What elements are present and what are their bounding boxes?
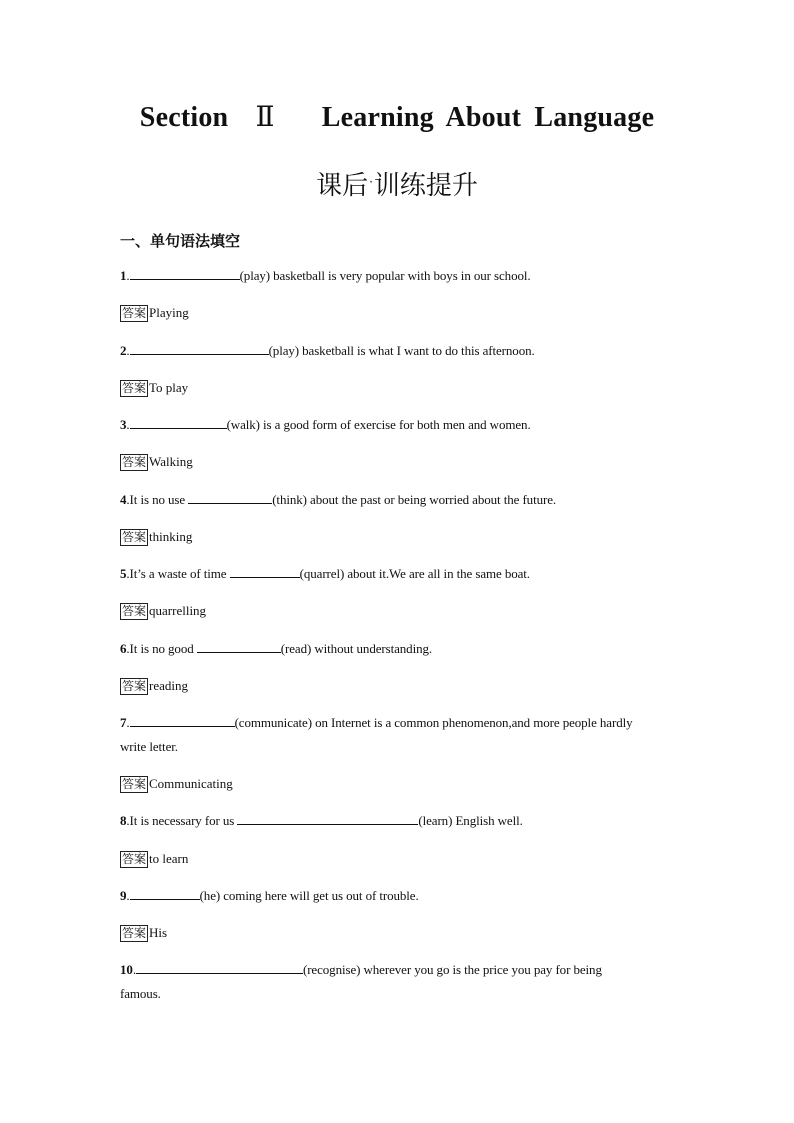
answer-text: To play [149,380,189,395]
question-number: 7 [120,715,127,730]
question-number: 4 [120,492,127,507]
answer-2 [120,380,188,397]
question-text: (recognise) wherever you go is the price you pay for being [302,962,602,977]
question-lead: . [126,888,130,903]
question-3 [120,417,531,433]
question-number: 3 [120,417,127,432]
subtitle-dot: · [369,175,373,189]
question-8 [120,813,523,829]
question-number: 9 [120,888,127,903]
answer-5 [120,603,206,620]
question-text: (quarrel) about it.We are all in the same boat. [299,566,530,581]
answer-9 [120,925,167,942]
question-number: 8 [120,813,127,828]
question-lead: . [126,343,130,358]
question-6 [120,641,432,657]
question-10 [120,962,602,978]
question-text: (play) basketball is very popular with boys in our school. [239,268,531,283]
question-lead: . [126,417,130,432]
answer-8 [120,851,188,868]
question-text: (he) coming here will get us out of trouble. [199,888,419,903]
question-lead: . [126,268,130,283]
question-4 [120,492,556,508]
answer-blank [130,889,200,900]
page-subtitle [0,165,794,202]
answer-1 [120,305,189,322]
answer-blank [197,642,281,653]
answer-blank [130,344,269,355]
answer-blank [130,418,227,429]
subtitle-left: 课后 [316,171,369,201]
question-text: (walk) is a good form of exercise for both men and women. [226,417,531,432]
title-text: Learning About Language [321,102,655,133]
question-text: (learn) English well. [418,813,523,828]
answer-6 [120,678,188,695]
answer-blank [237,814,418,825]
question-number: 6 [120,641,127,656]
question-10-continued: famous. [120,986,161,1001]
answer-4 [120,529,192,546]
answer-text: His [149,925,168,940]
question-1 [120,268,531,284]
answer-badge: 答案 [122,777,147,791]
page-title [0,100,794,134]
question-lead: .It is no good [126,641,197,656]
answer-badge: 答案 [122,679,147,693]
answer-badge: 答案 [122,604,147,618]
answer-text: to learn [149,851,189,866]
question-text: (play) basketball is what I want to do this afternoon. [268,343,535,358]
answer-badge: 答案 [122,926,147,940]
answer-badge: 答案 [122,306,147,320]
question-9 [120,888,419,904]
answer-text: Walking [149,454,193,469]
question-number: 10 [120,962,133,977]
answer-text: thinking [149,529,193,544]
answer-blank [136,963,303,974]
answer-badge: 答案 [122,530,147,544]
answer-3 [120,454,193,471]
question-number: 5 [120,566,127,581]
answer-text: reading [149,678,188,693]
question-lead: . [126,715,130,730]
answer-7 [120,776,233,793]
question-lead: .It is necessary for us [126,813,238,828]
question-7-continued: write letter. [120,739,178,754]
answer-blank [188,493,272,504]
answer-badge: 答案 [122,852,147,866]
question-5 [120,566,530,582]
section-heading: 一、单句语法填空 [120,232,241,250]
answer-text: Playing [149,305,189,320]
question-text: (read) without understanding. [280,641,433,656]
answer-text: Communicating [149,776,233,791]
answer-blank [130,716,235,727]
question-lead: .It’s a waste of time [126,566,230,581]
question-number: 1 [120,268,127,283]
question-2 [120,343,535,359]
subtitle-right: 训练提升 [373,171,478,201]
title-section-word: Section [139,102,229,133]
question-text: (think) about the past or being worried about the future. [272,492,557,507]
question-lead: . [132,962,136,977]
title-section-number: Ⅱ [255,102,277,133]
answer-blank [230,567,300,578]
question-lead: .It is no use [126,492,189,507]
answer-text: quarrelling [149,603,207,618]
question-number: 2 [120,343,127,358]
answer-blank [130,269,240,280]
question-text: (communicate) on Internet is a common phenomenon,and more people hardly [234,715,633,730]
answer-badge: 答案 [122,455,147,469]
question-7 [120,715,633,731]
answer-badge: 答案 [122,381,147,395]
